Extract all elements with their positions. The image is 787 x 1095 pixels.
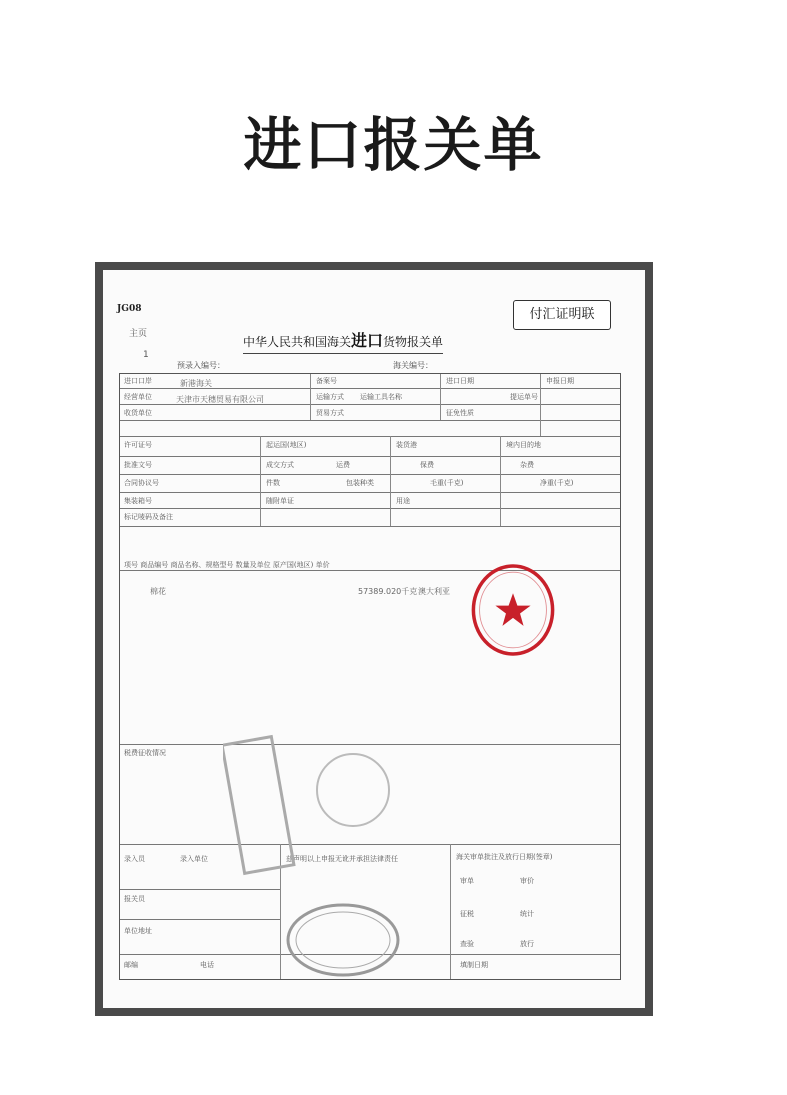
faint-rect-stamp bbox=[223, 730, 313, 880]
customs-seal-red bbox=[469, 560, 557, 660]
form-grid: 进口口岸 备案号 进口日期 申报日期 新港海关 经营单位 天津市天穗贸易有限公司 运输方式 运输工具名称 提运单号 收货单位 贸易方式 征免性质 许可证号 起运国(地区) 装货港 境内目的地 批准文号 成交方式 运费 保费 杂费 合同协议号 件数 包装种类 毛重(千克) 净重(千克) 集装箱号 随附单证 用途 标记唛码及备注 项号 商品编号 商品名称、规格型号 数量及单位 原产国(地区) 单价 棉花 57389.020千克 澳大利亚 税费征收情况 录入员 录入单位 兹声明以上申报无讹并承担法律责任 海关审单批注及放行日期(签章) 报关员 审单 审价 征税 统计 单位地址 查验 放行 邮编 电话 填制日期 bbox=[119, 373, 621, 980]
faint-circle-stamp bbox=[313, 750, 393, 830]
bank-seal-gray bbox=[283, 900, 403, 980]
pre-entry-label: 预录入编号： bbox=[177, 361, 225, 370]
scanned-customs-form bbox=[103, 270, 645, 1008]
form-title: 中华人民共和国海关进口货物报关单 bbox=[243, 328, 443, 354]
margin-mark-2: 1 bbox=[143, 350, 149, 360]
page-title: 进口报关单 bbox=[243, 111, 544, 179]
margin-mark: 主页 bbox=[129, 329, 148, 339]
customs-no-label: 海关编号： bbox=[393, 361, 433, 370]
form-code: JG08 bbox=[117, 304, 142, 314]
copy-type-badge: 付汇证明联 bbox=[513, 300, 611, 330]
